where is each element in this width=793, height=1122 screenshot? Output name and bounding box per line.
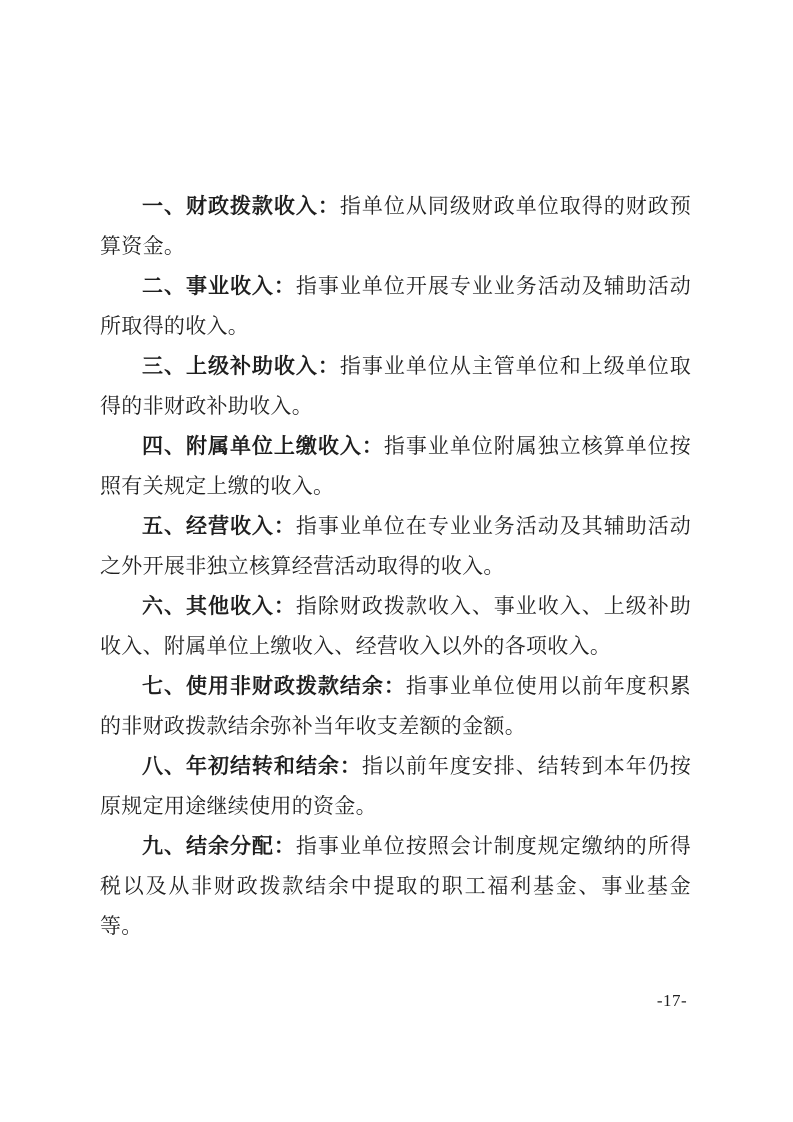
page-number: -17- — [656, 991, 688, 1010]
definition-text: 指事业单位从主管单位和上级单位取得的非财政补助收入。 — [100, 354, 691, 418]
definition-text: 指除财政拨款收入、事业收入、上级补助收入、附属单位上缴收入、经营收入以外的各项收入。 — [100, 594, 691, 658]
definition-text: 指事业单位使用以前年度积累的非财政拨款结余弥补当年收支差额的金额。 — [100, 674, 691, 738]
definition-paragraph-9 — [100, 826, 691, 946]
definition-paragraph-6 — [100, 586, 691, 666]
definition-text: 指单位从同级财政单位取得的财政预算资金。 — [100, 194, 691, 258]
definition-paragraph-5 — [100, 506, 691, 586]
term-label: 七、使用非财政拨款结余： — [142, 674, 406, 698]
term-label: 五、经营收入： — [142, 514, 296, 538]
definition-paragraph-8 — [100, 746, 691, 826]
definition-text: 指以前年度安排、结转到本年仍按原规定用途继续使用的资金。 — [100, 754, 691, 818]
definition-paragraph-1 — [100, 186, 691, 266]
definition-text: 指事业单位开展专业业务活动及辅助活动所取得的收入。 — [100, 274, 691, 338]
definition-text: 指事业单位附属独立核算单位按照有关规定上缴的收入。 — [100, 434, 691, 498]
term-label: 八、年初结转和结余： — [142, 754, 362, 778]
definitions-section — [100, 186, 691, 946]
term-label: 一、财政拨款收入： — [142, 194, 340, 218]
definition-paragraph-3 — [100, 346, 691, 426]
term-label: 六、其他收入： — [142, 594, 296, 618]
term-label: 四、附属单位上缴收入： — [142, 434, 384, 458]
term-label: 二、事业收入： — [142, 274, 296, 298]
definition-paragraph-7 — [100, 666, 691, 746]
definition-paragraph-4 — [100, 426, 691, 506]
term-label: 三、上级补助收入： — [142, 354, 340, 378]
definition-paragraph-2 — [100, 266, 691, 346]
term-label: 九、结余分配： — [142, 834, 296, 858]
definition-text: 指事业单位按照会计制度规定缴纳的所得税以及从非财政拨款结余中提取的职工福利基金、事业基金等。 — [100, 834, 691, 938]
definition-text: 指事业单位在专业业务活动及其辅助活动之外开展非独立核算经营活动取得的收入。 — [100, 514, 691, 578]
